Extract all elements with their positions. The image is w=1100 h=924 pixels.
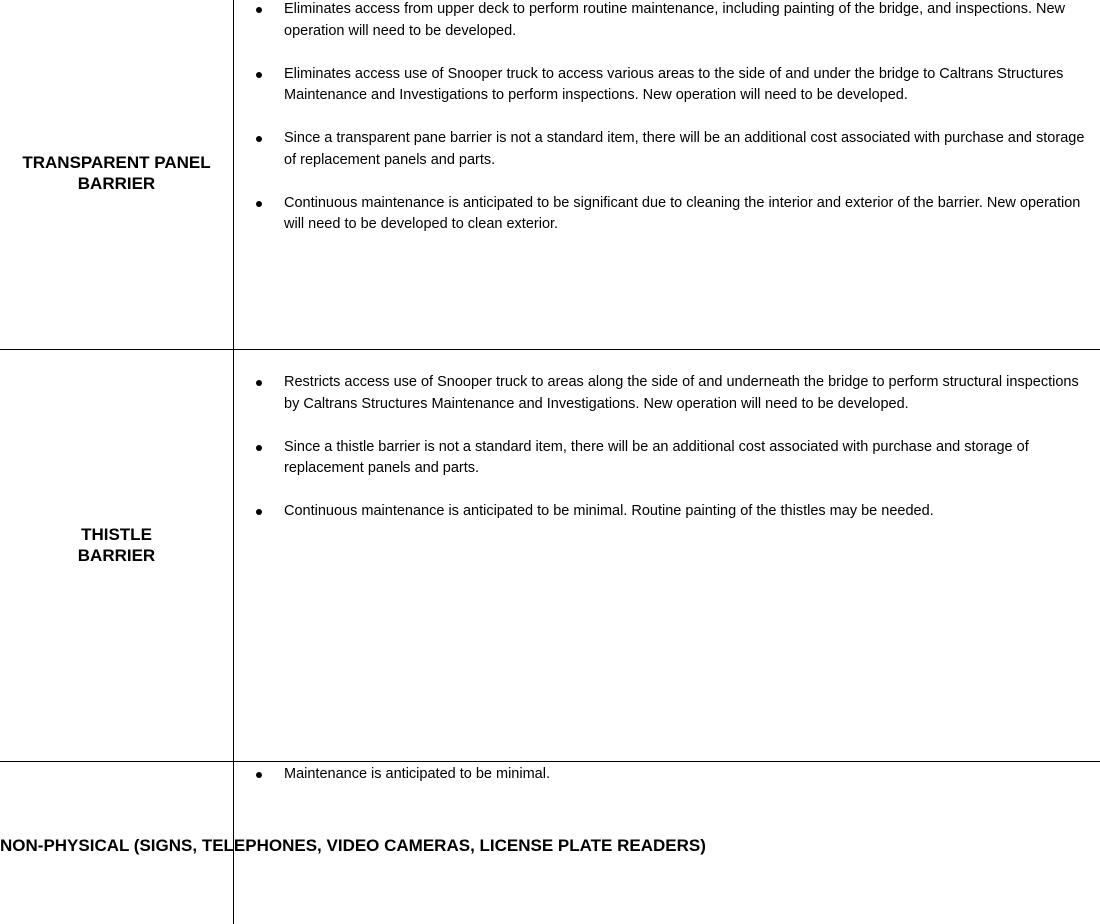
bullet-list [284,372,1098,544]
bullet-text: Maintenance is anticipated to be minimal. [284,766,550,782]
list-item [284,501,1098,523]
bullet-text: Eliminates access from upper deck to perform routine maintenance, including painting of the bridge, and inspections. New operation will need to be developed. [284,1,1066,39]
bullet-text: Restricts access use of Snooper truck to areas along the side of and underneath the bridge to perform structural inspections by Caltrans Structures Maintenance and Investigations. New operation will need to be developed. [284,374,1079,412]
bullet-icon [256,380,262,386]
bullet-text: Continuous maintenance is anticipated to be minimal. Routine painting of the thistles may be needed. [284,503,934,519]
bullet-icon [256,7,262,13]
table-row-transparent-panel [0,0,1100,349]
table-row-non-physical [0,761,1100,924]
table-row-thistle-barrier [0,349,1100,761]
bullet-icon [256,772,262,778]
list-item [284,64,1098,107]
bullet-icon [256,72,262,78]
row-label: TRANSPARENT PANEL BARRIER [22,153,211,193]
list-item [284,437,1098,480]
list-item [284,193,1098,236]
bullet-icon [256,445,262,451]
list-item [284,128,1098,171]
list-item [284,372,1098,415]
bullet-icon [256,201,262,207]
bullet-list [284,764,1098,807]
bullet-text: Since a transparent pane barrier is not a standard item, there will be an additional cost associated with purchase and storage of replacement panels and parts. [284,130,1085,168]
bullet-icon [256,136,262,142]
bullet-text: Continuous maintenance is anticipated to be significant due to cleaning the interior and exterior of the barrier. New operation will need to be developed to clean exterior. [284,194,1081,232]
bullet-list [284,0,1098,257]
row-label: NON-PHYSICAL (SIGNS, TELEPHONES, VIDEO CAMERAS, LICENSE PLATE READERS) [0,836,706,855]
bullet-icon [256,509,262,515]
bullet-text: Eliminates access use of Snooper truck to access various areas to the side of and under the bridge to Caltrans Structures Maintenance and Investigations to perform inspections. New operation will need to be developed. [284,65,1064,103]
bullet-text: Since a thistle barrier is not a standard item, there will be an additional cost associated with purchase and storage of replacement panels and parts. [284,438,1029,476]
list-item [284,764,1098,786]
row-label: THISTLE BARRIER [77,525,156,565]
list-item [284,0,1098,42]
